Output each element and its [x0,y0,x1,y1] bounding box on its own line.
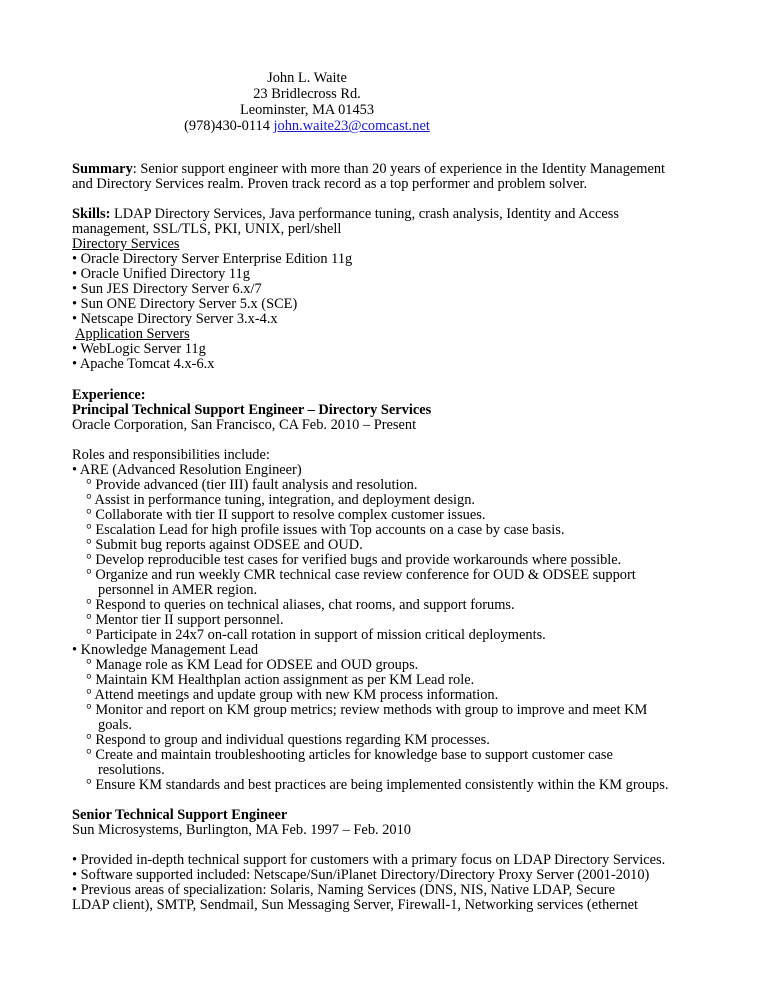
list-item: ° Provide advanced (tier III) fault analysis and resolution. [86,477,418,493]
list-item: • WebLogic Server 11g [72,341,206,357]
list-item: • Previous areas of specialization: Solaris, Naming Services (DNS, NIS, Native LDAP, Secure [72,882,615,898]
list-item: ° Create and maintain troubleshooting articles for knowledge base to support customer case [86,747,613,763]
list-item: • Sun ONE Directory Server 5.x (SCE) [72,296,298,312]
summary-label: Summary [72,161,133,177]
skills-label: Skills: [72,206,111,222]
list-item: • Provided in-depth technical support for customers with a primary focus on LDAP Directory Services. [72,852,666,868]
summary-text-1: : Senior support engineer with more than 20 years of experience in the Identity Management [132,161,666,177]
list-item: ° Assist in performance tuning, integration, and deployment design. [86,492,476,508]
application-servers-heading: Application Servers [75,326,190,342]
directory-services-heading: Directory Services [72,236,180,252]
experience-section [72,388,712,913]
list-item: • Software supported included: Netscape/Sun/iPlanet Directory/Directory Proxy Server (2001-2010) [72,867,650,883]
list-item: ° Respond to queries on technical aliases, chat rooms, and support forums. [86,597,515,613]
summary-section [72,162,712,192]
job1-title: Principal Technical Support Engineer – Directory Services [72,402,432,418]
list-item: • Sun JES Directory Server 6.x/7 [72,281,262,297]
summary-text-2: and Directory Services realm. Proven track record as a top performer and problem solver. [72,176,588,192]
list-item: ° Mentor tier II support personnel. [86,612,284,628]
list-item: ° Participate in 24x7 on-call rotation in support of mission critical deployments. [86,627,546,643]
list-item: ° Attend meetings and update group with new KM process information. [86,687,499,703]
list-item: ° Respond to group and individual questions regarding KM processes. [86,732,490,748]
skills-text-1: LDAP Directory Services, Java performance tuning, crash analysis, Identity and Access [110,206,619,222]
list-item: ° Maintain KM Healthplan action assignment as per KM Lead role. [86,672,475,688]
candidate-name: John L. Waite [267,70,347,86]
list-item: ° Monitor and report on KM group metrics; review methods with group to improve and meet KM [86,702,648,718]
list-item: resolutions. [98,762,165,778]
job1-roles-intro: Roles and responsibilities include: [72,447,270,463]
list-item: ° Escalation Lead for high profile issues with Top accounts on a case by case basis. [86,522,565,538]
street-address: 23 Bridlecross Rd. [253,86,361,102]
skills-section [72,207,712,372]
list-item: goals. [98,717,132,733]
job1-responsibilities [72,463,712,793]
email-link[interactable]: john.waite23@comcast.net [273,118,430,134]
list-item: • Netscape Directory Server 3.x-4.x [72,311,278,327]
city-state-zip: Leominster, MA 01453 [239,102,375,118]
directory-services-list [72,252,712,327]
contact-header [72,70,542,134]
list-item: ° Manage role as KM Lead for ODSEE and OUD groups. [86,657,419,673]
list-item: ° Submit bug reports against ODSEE and OUD. [86,537,363,553]
job2-responsibilities [72,853,712,913]
phone-number: (978)430-0114 [184,118,270,134]
skills-text-2: management, SSL/TLS, PKI, UNIX, perl/shell [72,221,342,237]
phone-email-line [72,118,542,134]
list-item: ° Collaborate with tier II support to resolve complex customer issues. [86,507,486,523]
application-servers-list [72,342,712,372]
list-item: personnel in AMER region. [98,582,258,598]
list-item: ° Develop reproducible test cases for verified bugs and provide workarounds where possible. [86,552,622,568]
job2-title: Senior Technical Support Engineer [72,807,288,823]
list-item: • Knowledge Management Lead [72,642,259,658]
list-item: • Oracle Unified Directory 11g [72,266,250,282]
list-item: ° Organize and run weekly CMR technical case review conference for OUD & ODSEE support [86,567,636,583]
list-item: ° Ensure KM standards and best practices are being implemented consistently within the KM groups. [86,777,669,793]
experience-label: Experience: [72,387,146,403]
list-item: • Oracle Directory Server Enterprise Edition 11g [72,251,353,267]
job2-company: Sun Microsystems, Burlington, MA Feb. 1997 – Feb. 2010 [72,822,411,838]
job1-company: Oracle Corporation, San Francisco, CA Feb. 2010 – Present [72,417,417,433]
list-item: LDAP client), SMTP, Sendmail, Sun Messaging Server, Firewall-1, Networking services (ethernet [72,897,639,913]
list-item: • ARE (Advanced Resolution Engineer) [72,462,302,478]
list-item: • Apache Tomcat 4.x-6.x [72,356,215,372]
